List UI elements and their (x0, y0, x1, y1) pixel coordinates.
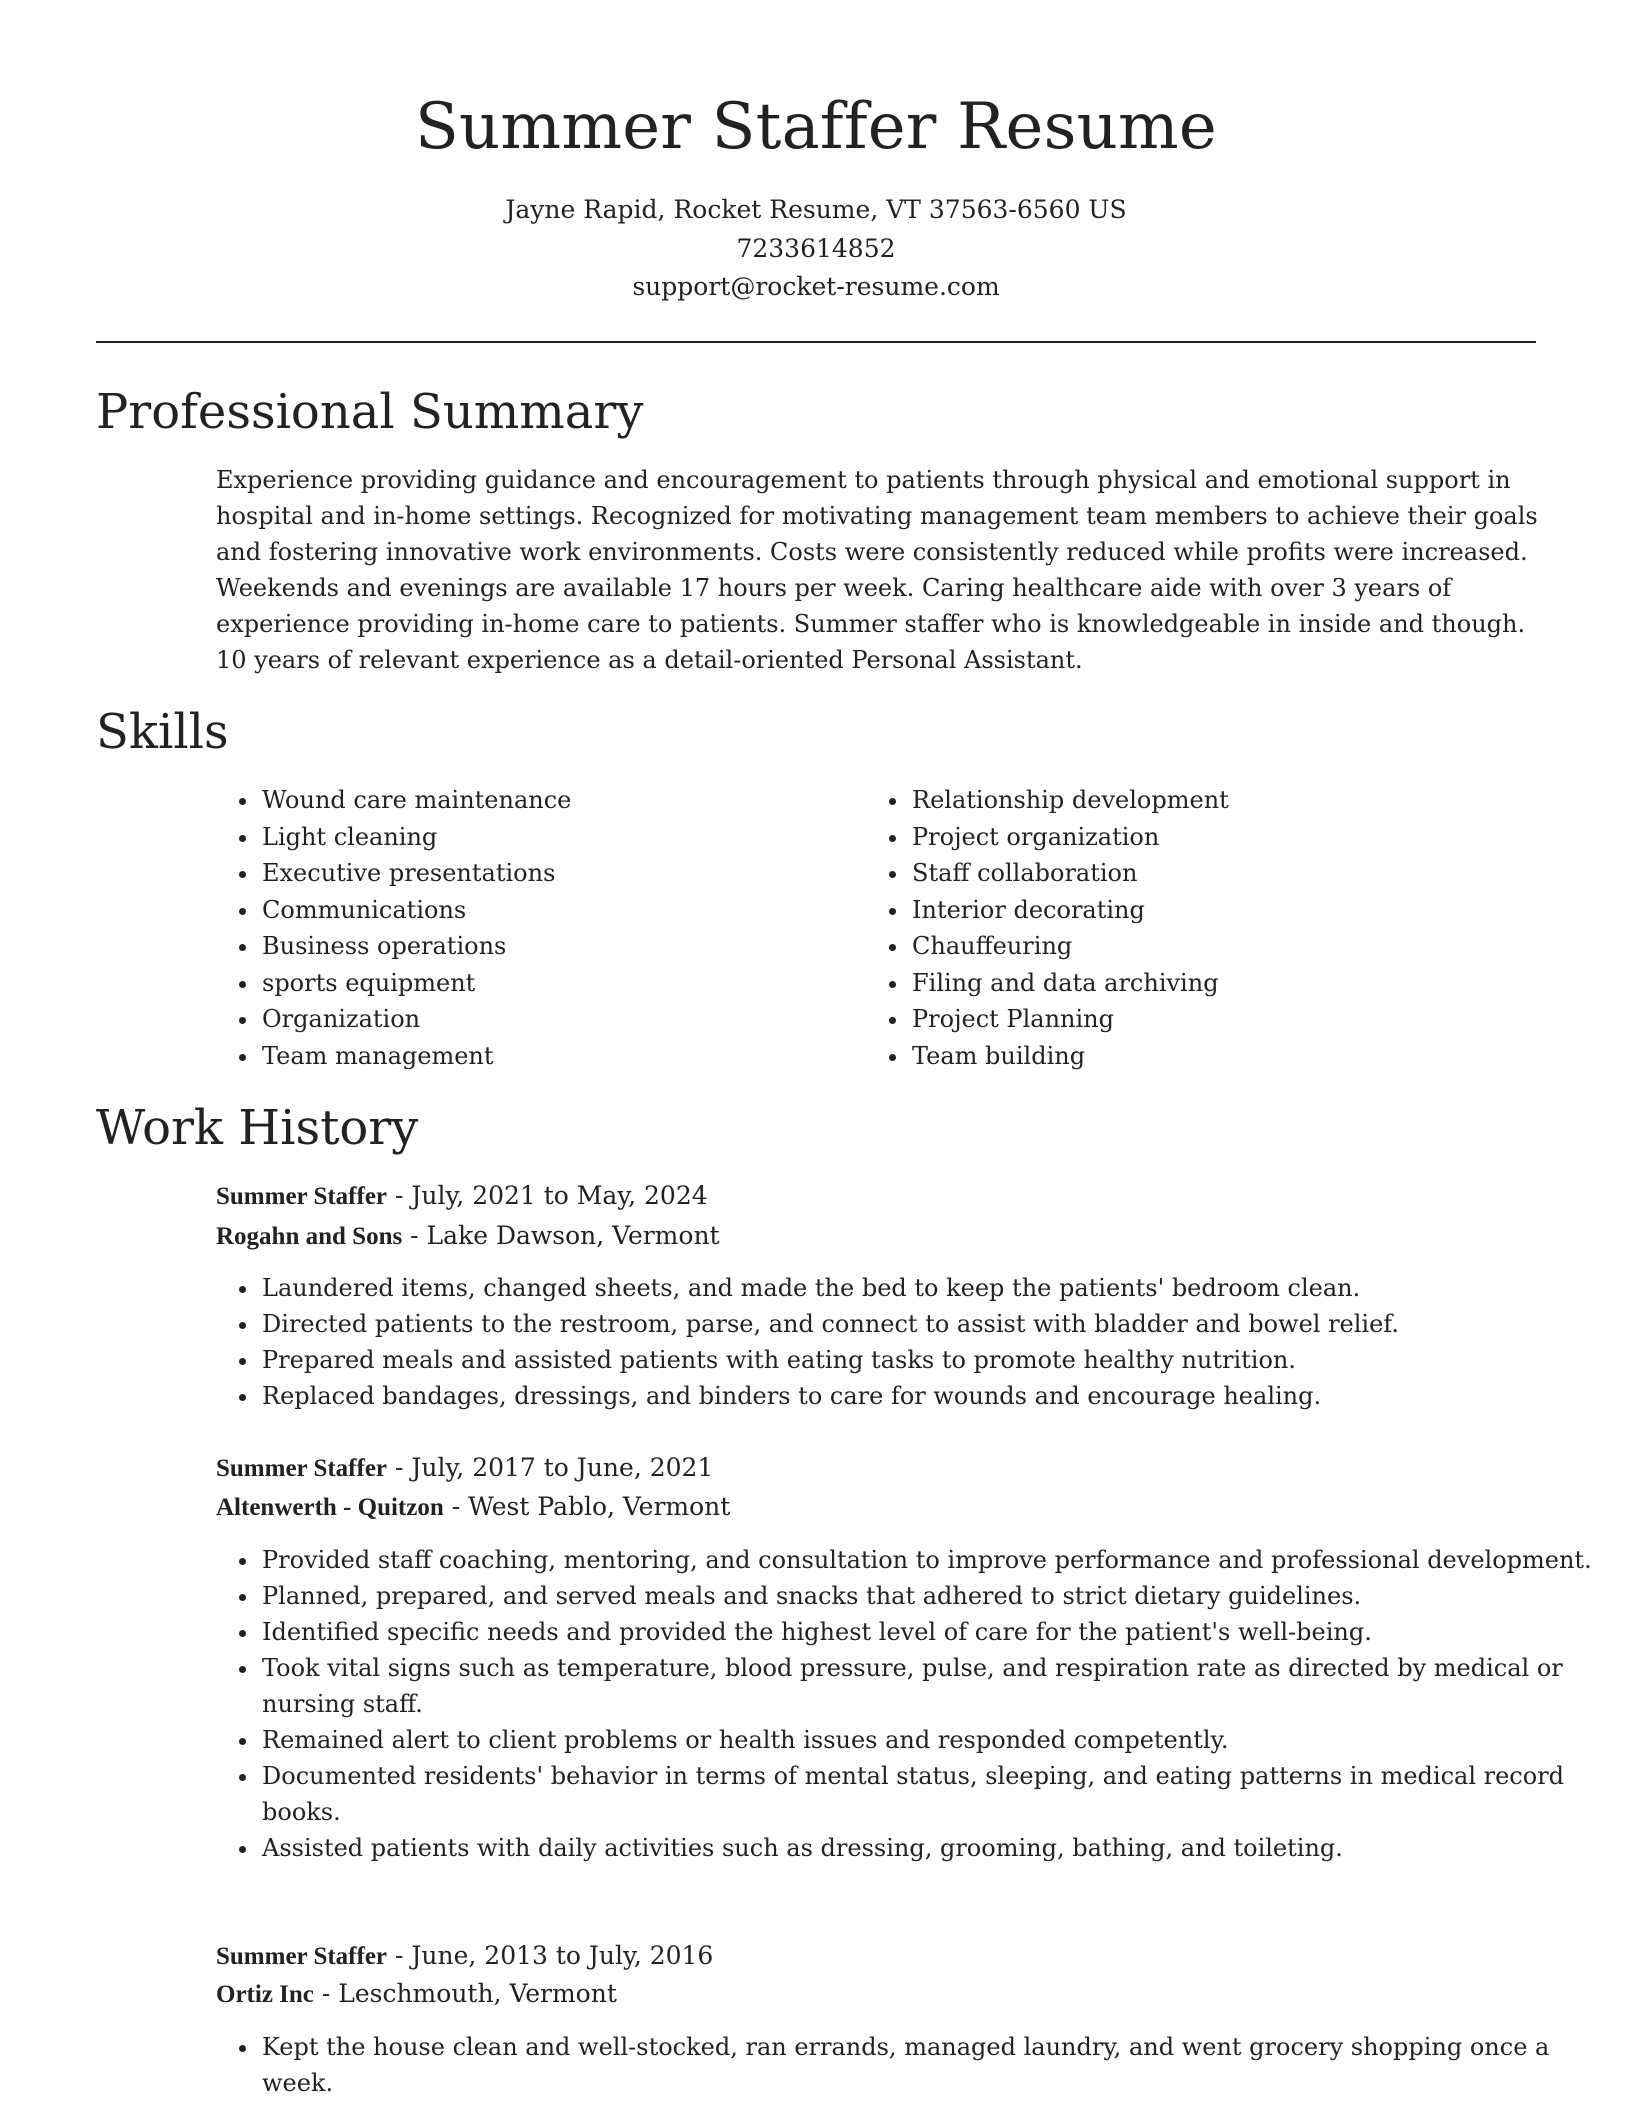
job-company: Altenwerth - Quitzon (216, 1494, 444, 1521)
job-title-line (216, 1177, 708, 1216)
job-duty: • Documented residents' behavior in terms of mental status, sleeping, and eating patterns in medical record books. (260, 1758, 1596, 1830)
job-duty: • Assisted patients with daily activities such as dressing, grooming, bathing, and toileting. (260, 1830, 1596, 1866)
job-duty: • Took vital signs such as temperature, blood pressure, pulse, and respiration rate as directed by medical or nursing staff. (260, 1650, 1596, 1722)
job-duty: • Laundered items, changed sheets, and made the bed to keep the patients' bedroom clean. (260, 1270, 1596, 1306)
job-title: Summer Staffer (216, 1455, 388, 1482)
job-dates: - July, 2017 to June, 2021 (387, 1453, 714, 1482)
job-duties-list (216, 1270, 1596, 1414)
skill-item: • Wound care maintenance (260, 782, 860, 819)
job-company: Ortiz Inc (216, 1981, 314, 2008)
skill-item: • Organization (260, 1001, 860, 1038)
skill-item: • Executive presentations (260, 855, 860, 892)
job-location: - Leschmouth, Vermont (313, 1979, 617, 2008)
skill-item: • Filing and data archiving (910, 965, 1550, 1002)
skill-item: • Communications (260, 892, 860, 929)
skill-item: • Light cleaning (260, 819, 860, 856)
job-duty: • Remained alert to client problems or health issues and responded competently. (260, 1722, 1596, 1758)
job-title: Summer Staffer (216, 1943, 388, 1970)
job-duty: • Directed patients to the restroom, parse, and connect to assist with bladder and bowel relief. (260, 1306, 1596, 1342)
job-duties-list (216, 1542, 1596, 1866)
skills-list-right (866, 782, 1550, 1074)
job-duty: • Replaced bandages, dressings, and binders to care for wounds and encourage healing. (260, 1378, 1596, 1414)
skill-item: • Chauffeuring (910, 928, 1550, 965)
skill-item: • Project Planning (910, 1001, 1550, 1038)
skills-list-left (216, 782, 860, 1074)
job-location: - Lake Dawson, Vermont (402, 1221, 720, 1250)
skills-heading: Skills (96, 704, 229, 760)
job-company-line (216, 1488, 730, 1527)
contact-email: support@rocket-resume.com (632, 272, 1000, 301)
job-duties-list (216, 2029, 1596, 2101)
job-duty: • Provided staff coaching, mentoring, and consultation to improve performance and professional development. (260, 1542, 1596, 1578)
resume-title: Summer Staffer Resume (414, 90, 1218, 164)
skill-item: • Staff collaboration (910, 855, 1550, 892)
summary-heading: Professional Summary (96, 384, 644, 440)
job-title-line (216, 1937, 713, 1976)
job-dates: - June, 2013 to July, 2016 (387, 1941, 714, 1970)
job-location: - West Pablo, Vermont (443, 1492, 731, 1521)
skill-item: • sports equipment (260, 965, 860, 1002)
job-duty: • Planned, prepared, and served meals and snacks that adhered to strict dietary guidelines. (260, 1578, 1596, 1614)
job-duty: • Prepared meals and assisted patients with eating tasks to promote healthy nutrition. (260, 1342, 1596, 1378)
skill-item: • Team building (910, 1038, 1550, 1075)
skill-item: • Project organization (910, 819, 1550, 856)
job-title-line (216, 1449, 713, 1488)
job-duty: • Kept the house clean and well-stocked, ran errands, managed laundry, and went grocery shopping once a week. (260, 2029, 1596, 2101)
skill-item: • Business operations (260, 928, 860, 965)
job-company: Rogahn and Sons (216, 1223, 403, 1250)
job-company-line (216, 1975, 617, 2014)
header-divider (96, 341, 1536, 343)
job-title: Summer Staffer (216, 1183, 388, 1210)
contact-phone: 7233614852 (736, 234, 896, 263)
job-dates: - July, 2021 to May, 2024 (387, 1181, 708, 1210)
skill-item: • Team management (260, 1038, 860, 1075)
work-history-heading: Work History (96, 1100, 419, 1156)
contact-address: Jayne Rapid, Rocket Resume, VT 37563-6560 US (505, 195, 1127, 224)
skill-item: • Interior decorating (910, 892, 1550, 929)
job-company-line (216, 1217, 720, 1256)
summary-text: Experience providing guidance and encouragement to patients through physical and emotional support in hospital and in-home settings. Recognized for motivating management team members to achieve their goals and fostering innovative work environments. Costs were consistently reduced while profits were increased. Weekends and evenings are available 17 hours per week. Caring healthcare aide with over 3 years of experience providing in-home care to patients. Summer staffer who is knowledgeable in inside and though. 10 years of relevant experience as a detail-oriented Personal Assistant. (216, 466, 1538, 674)
job-duty: • Identified specific needs and provided the highest level of care for the patient's well-being. (260, 1614, 1596, 1650)
skill-item: • Relationship development (910, 782, 1550, 819)
